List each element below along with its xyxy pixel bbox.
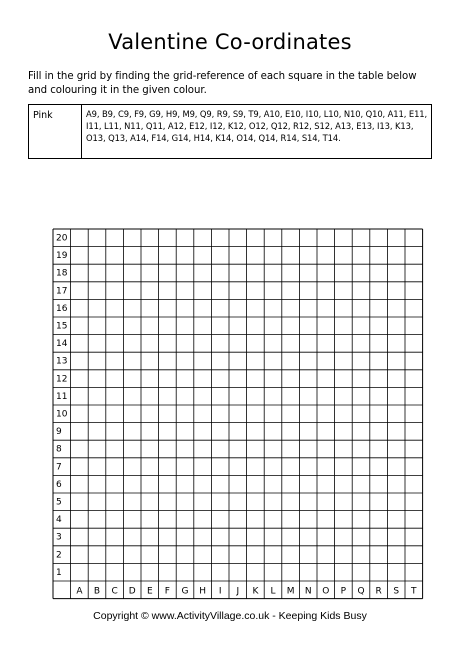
- column-label: S: [393, 586, 400, 597]
- column-label: A: [76, 586, 83, 597]
- column-label: J: [236, 586, 240, 597]
- grid-references-cell: A9, B9, C9, F9, G9, H9, M9, Q9, R9, S9, T9, A10, E10, I10, L10, N10, Q10, A11, E11, I11, L11, N11, Q11, A12, E12, I12, K12, O12, Q12, R12, S12, A13, E13, I13, K13, O13, Q13, A14, F14, G14, H14, K14, O14, Q14, R14, S14, T14.: [86, 109, 428, 144]
- column-label: O: [322, 586, 330, 597]
- colour-name-cell: Pink: [29, 105, 82, 158]
- column-label: F: [164, 586, 170, 597]
- column-label: I: [218, 586, 222, 597]
- column-label: K: [252, 586, 259, 597]
- row-label: 16: [56, 303, 68, 314]
- column-label: N: [304, 586, 312, 597]
- row-label: 7: [56, 462, 62, 473]
- row-label: 18: [56, 268, 68, 279]
- row-label: 20: [56, 233, 68, 244]
- row-label: 5: [56, 497, 62, 508]
- row-label: 19: [56, 251, 68, 262]
- column-label: B: [93, 586, 101, 597]
- instructions-text: Fill in the grid by finding the grid-reference of each square in the table below and colouring it in the given colour.: [28, 71, 417, 96]
- row-label: 11: [56, 391, 68, 402]
- row-label: 14: [56, 339, 68, 350]
- row-label: 8: [56, 444, 62, 455]
- column-label: Q: [357, 586, 365, 597]
- row-label: 1: [56, 567, 62, 578]
- row-label: 4: [56, 515, 62, 526]
- column-label: P: [340, 586, 347, 597]
- row-label: 6: [56, 479, 62, 490]
- page-title: Valentine Co-ordinates: [108, 30, 352, 54]
- row-label: 17: [56, 286, 68, 297]
- column-label: H: [199, 586, 206, 597]
- row-label: 2: [56, 550, 62, 561]
- column-label: G: [181, 586, 189, 597]
- column-label: D: [128, 586, 136, 597]
- column-label: L: [270, 586, 276, 597]
- column-label: T: [411, 586, 417, 597]
- row-label: 3: [56, 532, 62, 543]
- column-label: M: [286, 586, 295, 597]
- column-label: C: [111, 586, 118, 597]
- row-label: 15: [56, 321, 68, 332]
- column-label: E: [146, 586, 153, 597]
- copyright-footer: Copyright © www.ActivityVillage.co.uk - Keeping Kids Busy: [93, 610, 367, 622]
- row-label: 13: [56, 356, 68, 367]
- row-label: 10: [56, 409, 68, 420]
- row-label: 9: [56, 427, 62, 438]
- row-label: 12: [56, 374, 68, 385]
- column-label: R: [375, 586, 382, 597]
